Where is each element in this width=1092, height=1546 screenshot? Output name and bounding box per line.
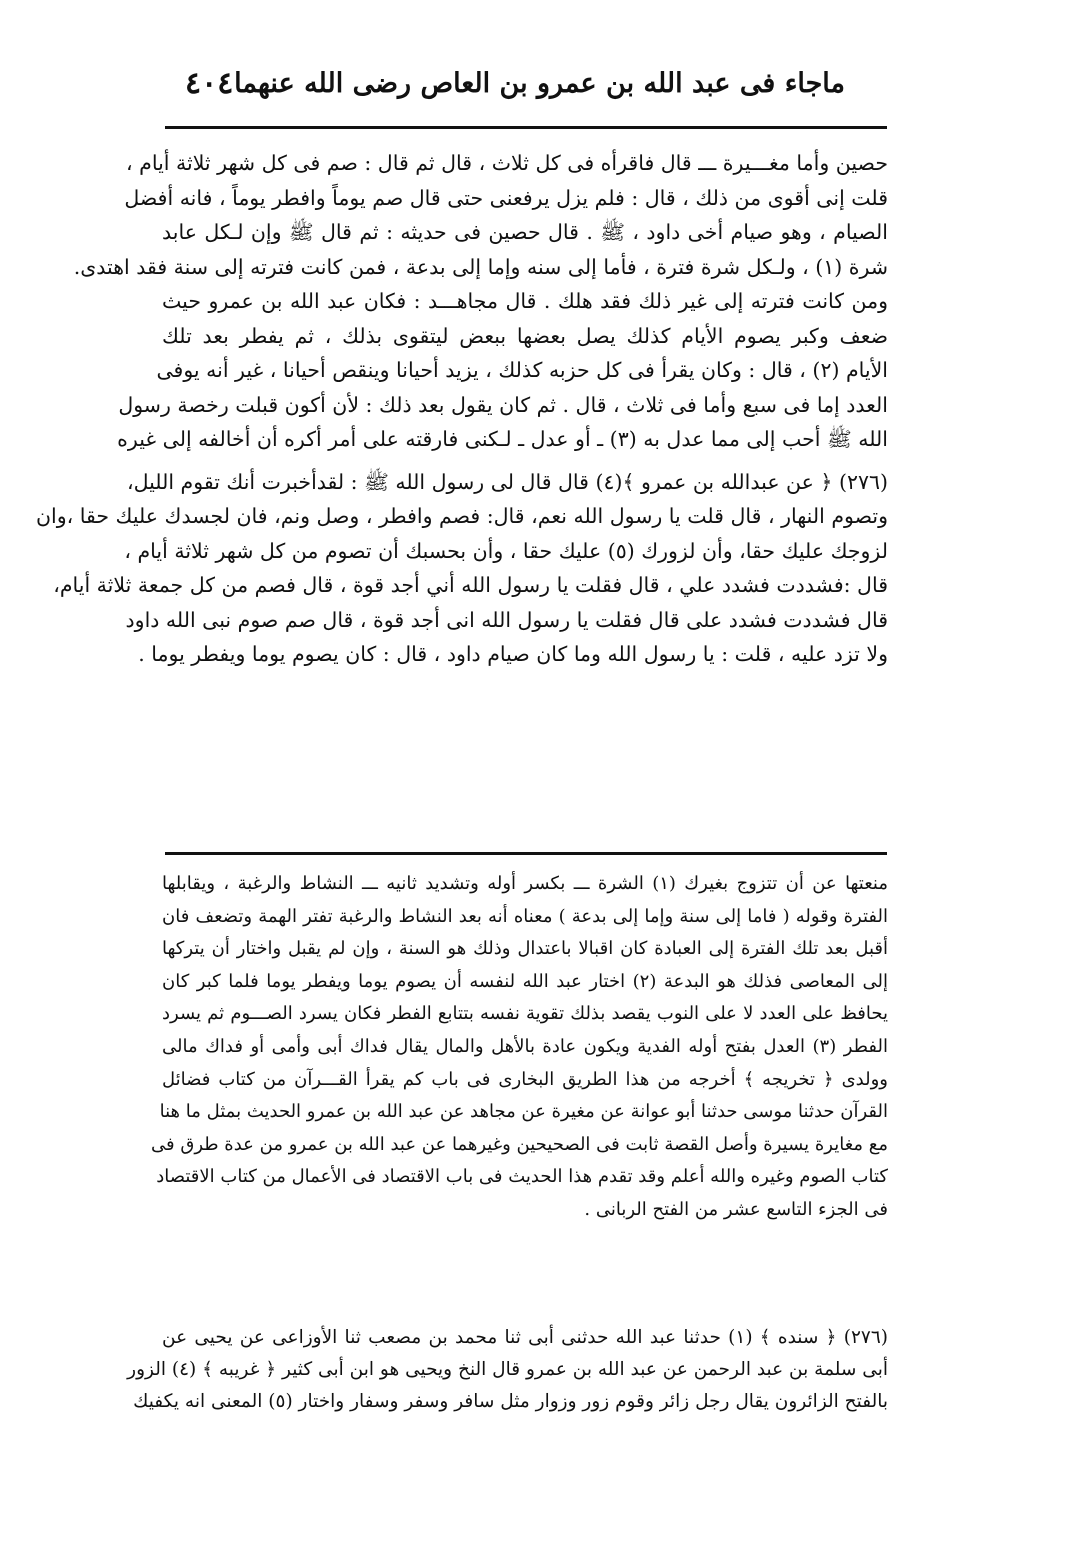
text-line: حصين وأما مغـــيرة ـــ قال فاقرأه فى كل ثلاث ، قال ثم قال : صم فى كل شهر ثلاثة أيام ،	[126, 151, 888, 175]
footnote-divider	[165, 852, 887, 855]
footnote-line: أقبل بعد تلك الفترة إلى العبادة كان اقبالا باعتدال وذلك هو السنة ، وإن لم يقبل واختار أن يتركها	[162, 938, 888, 960]
main-text	[35, 146, 888, 672]
text-line: الله ﷺ أحب إلى مما عدل به (٣) ـ أو عدل ـ لـكنى فارقته على أمر أكره أن أخالفه إلى غيره	[117, 427, 888, 451]
text-line: ومن كانت فترته إلى غير ذلك فقد هلك . قال مجاهـــد : فكان عبد الله بن عمرو حيث	[162, 289, 888, 313]
text-line: الأيام (٢) ، قال : وكان يقرأ فى كل حزبه كذلك ، يزيد أحيانا وينقص أحيانا ، غير أنه يوفى	[156, 358, 888, 382]
page-number: ٤٠٤	[185, 66, 234, 101]
footnote-line: القرآن حدثنا موسى حدثنا أبو عوانة عن مغيرة عن مجاهد عن عبد الله بن عمرو الحديث بمثل ما هنا	[159, 1101, 888, 1123]
footnote-line: إلى المعاصى فذلك هو البدعة (٢) اختار عبد الله لنفسه أن يصوم يوما ويفطر يوما فلما كبر كان	[162, 970, 888, 992]
header-divider	[165, 126, 887, 129]
footnote-line: وولدى ﴿ تخريجه ﴾ أخرجه من هذا الطريق البخارى فى باب كم يقرأ القـــرآن من كتاب فضائل	[162, 1068, 888, 1090]
footnote-line: كتاب الصوم وغيره والله أعلم وقد تقدم هذا الحديث فى باب الاقتصاد فى الأعمال من كتاب الاقتصاد	[156, 1166, 888, 1188]
hadith-line: قال :فشددت فشدد علي ، قال فقلت يا رسول الله أني أجد قوة ، قال فصم من كل جمعة ثلاثة أيام،	[53, 573, 888, 597]
sanad-line: (٢٧٦) ﴿ سنده ﴾ (١) حدثنا عبد الله حدثنى أبى ثنا محمد بن مصعب ثنا الأوزاعى عن يحيى عن	[162, 1327, 889, 1348]
text-line: ضعف وكبر يصوم الأيام كذلك يصل بعضها ببعض ليتقوى بذلك ، ثم يفطر بعد تلك	[162, 323, 888, 348]
footnote-line: مع مغايرة يسيرة وأصل القصة ثابت فى الصحيحين وغيرهما عن عبد الله بن عمرو من عدة طرق فى	[151, 1133, 888, 1155]
hadith-line: لزوجك عليك حقا، وأن لزورك (٥) عليك حقا ، وأن بحسبك أن تصوم من كل شهر ثلاثة أيام ،	[124, 538, 888, 563]
text-line: العدد إما فى سبع وأما فى ثلاث ، قال . ثم كان يقول بعد ذلك : لأن أكون قبلت رخصة رسول	[118, 392, 888, 417]
footnote-line: فى الجزء التاسع عشر من الفتح الربانى .	[584, 1198, 888, 1220]
footnote-line: يحافظ على العدد لا على النوب يقصد بذلك تقوية نفسه بتتابع الفطر فكان يسرد الصـــوم ثم يسرد	[162, 1003, 888, 1025]
footnote-line: الفترة وقوله ( فاما إلى سنة وإما إلى بدعة ) معناه أنه بعد النشاط والرغبة تفتر الهمة وتضعف فان	[162, 905, 888, 927]
footnote-line: الفطر (٣) العدل بفتح أوله الفدية ويكون عادة بالأهل والمال يقال فداك أبى وأمى أو فداك مالى	[162, 1035, 888, 1057]
text-line: قلت إنى أقوى من ذلك ، قال : فلم يزل يرفعنى حتى قال صم يوماً وافطر يوماً ، فانه أفضل	[124, 185, 888, 210]
hadith-line: وتصوم النهار ، قال قلت يا رسول الله نعم، قال: فصم وافطر ، وصل ونم، فان لجسدك عليك حقا ،وان	[35, 504, 888, 528]
hadith-line: (٢٧٦) ﴿ عن عبدالله بن عمرو ﴾(٤) قال قال لى رسول الله ﷺ : لقدأخبرت أنك تقوم الليل،	[126, 469, 888, 494]
text-line: الصيام ، وهو صيام أخى داود ، ﷺ . قال حصين فى حديثه : ثم قال ﷺ وإن لـكل عابد	[162, 220, 888, 244]
sanad-line: أبى سلمة بن عبد الرحمن عن عبد الله بن عمرو قال النخ ويحيى هو ابن أبى كثير ﴿ غريبه ﴾ (٤) الزور	[127, 1359, 888, 1380]
footnote-line: منعتها عن أن تتزوج بغيرك (١) الشرة ـــ بكسر أوله وتشديد ثانيه ـــ النشاط والرغبة ، ويقابلها	[162, 873, 888, 894]
sanad-notes	[127, 1322, 889, 1418]
hadith-line: ولا تزد عليه ، قلت : يا رسول الله وما كان صيام داود ، قال : كان يصوم يوما ويفطر يوما .	[138, 642, 888, 666]
paragraph-gap	[162, 457, 888, 465]
sanad-line: بالفتح الزائرون يقال رجل زائر وقوم زور وزوار مثل سافر وسفر وسفار واختار (٥) المعنى انه يكفيك	[133, 1391, 888, 1412]
footnotes	[151, 868, 888, 1227]
hadith-line: قال فشددت فشدد على قال فقلت يا رسول الله انى أجد قوة ، قال صم صوم نبى الله داود	[125, 607, 888, 632]
page-header	[165, 62, 845, 112]
text-line: شرة (١) ، ولـكل شرة فترة ، فأما إلى سنه وإما إلى بدعة ، فمن كانت فترته إلى سنة فقد اهتدى.	[73, 254, 888, 279]
running-title: ماجاء فى عبد الله بن عمرو بن العاص رضى الله عنهما	[234, 68, 845, 99]
